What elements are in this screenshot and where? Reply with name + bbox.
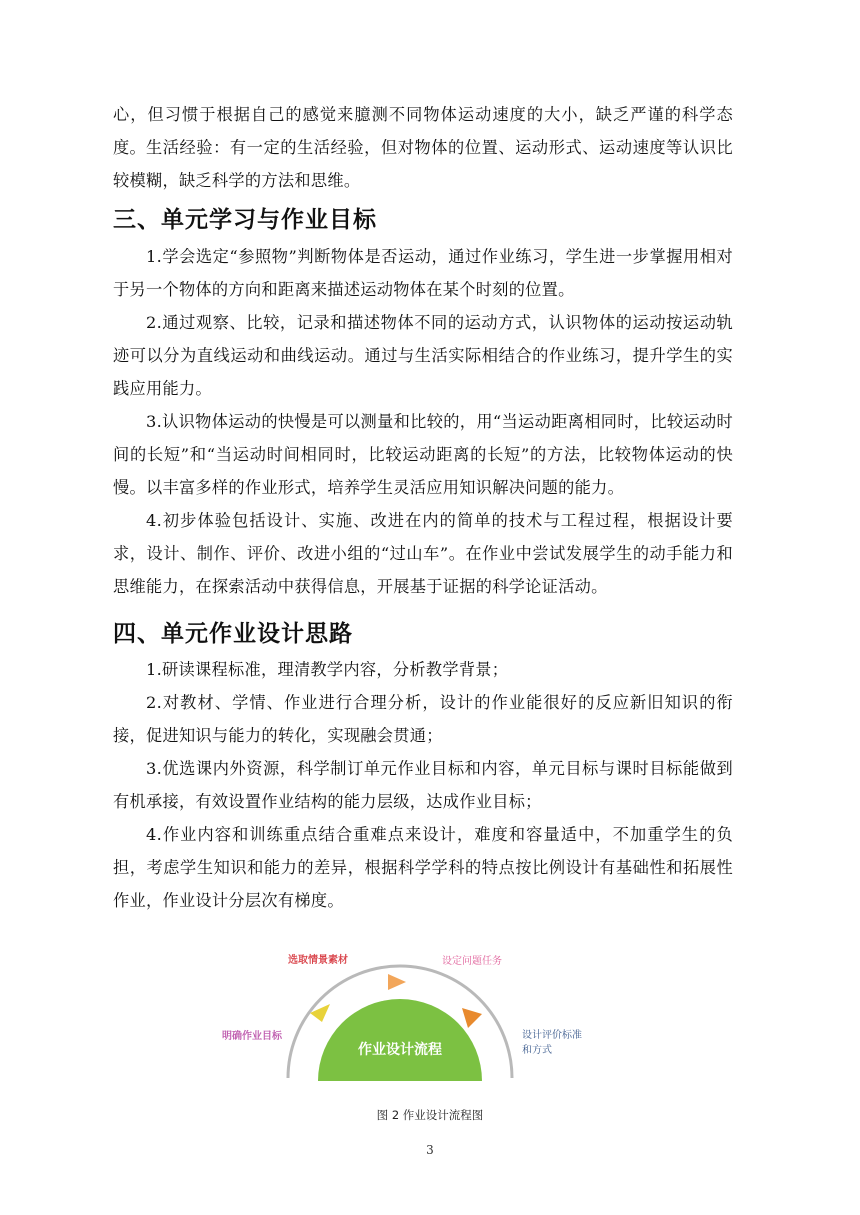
goal-item-1: 1.学会选定“参照物”判断物体是否运动，通过作业练习，学生进一步掌握用相对于另一个物体的方向和距离来描述运动物体在某个时刻的位置。: [113, 247, 733, 299]
figure-caption: 图 2 作业设计流程图: [376, 1108, 484, 1122]
label-evaluation-line2: 和方式: [522, 1045, 552, 1056]
label-set-tasks: 设定问题任务: [442, 956, 502, 967]
section-4-heading: 四、单元作业设计思路: [113, 621, 353, 647]
center-label: 作业设计流程: [358, 1042, 442, 1058]
goal-item-2: 2.通过观察、比较，记录和描述物体不同的运动方式，认识物体的运动按运动轨迹可以分为直线运动和曲线运动。通过与生活实际相结合的作业练习，提升学生的实践应用能力。: [113, 313, 733, 398]
design-item-2: 2.对教材、学情、作业进行合理分析，设计的作业能很好的反应新旧知识的衔接，促进知识与能力的转化，实现融会贯通；: [113, 693, 733, 745]
label-select-materials: 选取情景素材: [288, 955, 348, 966]
goal-item-3: 3.认识物体运动的快慢是可以测量和比较的，用“当运动距离相同时，比较运动时间的长短”和“当运动时间相同时，比较运动距离的长短”的方法，比较物体运动的快慢。以丰富多样的作业形式，培养学生灵活应用知识解决问题的能力。: [113, 412, 733, 497]
design-item-1: 1.研读课程标准，理清教学内容，分析教学背景；: [146, 660, 509, 679]
center-green-dome: [318, 999, 482, 1081]
arrow-marker-2: [388, 974, 406, 990]
label-clarify-goals: 明确作业目标: [222, 1031, 282, 1042]
design-flow-diagram: [210, 938, 640, 1098]
arrow-marker-3: [462, 1008, 482, 1028]
section-3-heading: 三、单元学习与作业目标: [113, 207, 377, 233]
goal-item-4: 4.初步体验包括设计、实施、改进在内的简单的技术与工程过程，根据设计要求，设计、制作、评价、改进小组的“过山车”。在作业中尝试发展学生的动手能力和思维能力，在探索活动中获得信息，开展基于证据的科学论证活动。: [113, 511, 733, 596]
design-item-3: 3.优选课内外资源，科学制订单元作业目标和内容，单元目标与课时目标能做到有机承接，有效设置作业结构的能力层级，达成作业目标；: [113, 759, 733, 811]
paragraph-continued: 心，但习惯于根据自己的感觉来臆测不同物体运动速度的大小，缺乏严谨的科学态度。: [113, 105, 733, 157]
paragraph-life-experience: 生活经验：有一定的生活经验，但对物体的位置、运动形式、运动速度等认识比较模糊，缺乏科学的方法和思维。: [113, 138, 733, 190]
design-item-4: 4.作业内容和训练重点结合重难点来设计，难度和容量适中，不加重学生的负担，考虑学生知识和能力的差异，根据科学学科的特点按比例设计有基础性和拓展性作业，作业设计分层次有梯度。: [113, 825, 733, 910]
label-evaluation-line1: 设计评价标准: [522, 1030, 582, 1041]
page-number: 3: [426, 1143, 434, 1157]
